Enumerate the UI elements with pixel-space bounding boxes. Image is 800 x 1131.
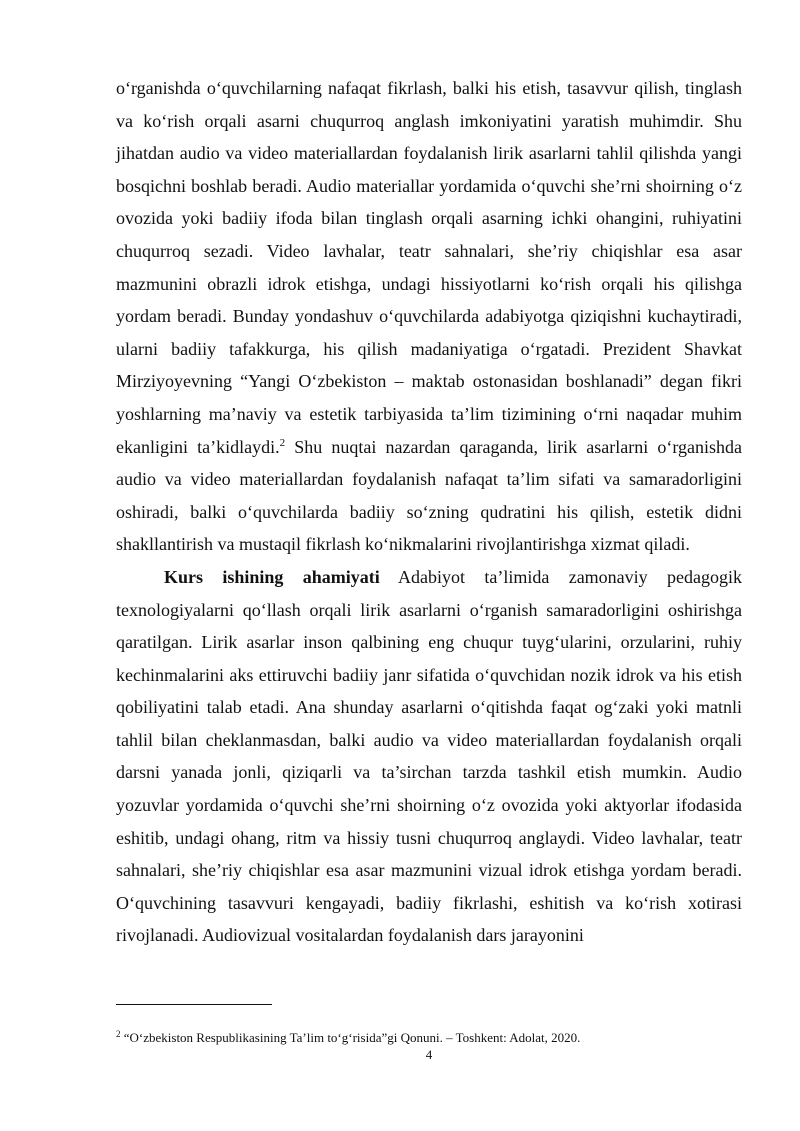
paragraph-2 (116, 561, 742, 952)
footnote-marker: 2 (116, 1029, 121, 1039)
footnote-reference: 2 (279, 436, 286, 449)
footnote (116, 1030, 742, 1046)
footnote-separator (116, 1004, 272, 1005)
paragraph-1-text-after: Shu nuqtai nazardan qaraganda, lirik asarlarni o‘rganishda audio va video materiallardan foydalanish nafaqat ta’lim sifati va samaradorligini oshiradi, balki o‘quvchilarda badiiy so‘zning qudratini his qilish, estetik didni shakllantirish va mustaqil fikrlash ko‘nikmalarini rivojlantirishga xizmat qiladi. (116, 436, 742, 555)
paragraph-1-text-before: o‘rganishda o‘quvchilarning nafaqat fikrlash, balki his etish, tasavvur qilish, tinglash va ko‘rish orqali asarni chuqurroq anglash imkoniyatini yaratish muhimdir. Shu jihatdan audio va video materiallardan foydalanish lirik asarlarni tahlil qilishda yangi bosqichni boshlab beradi. Audio materiallar yordamida o‘quvchi she’rni shoirning o‘z ovozida yoki badiiy ifoda bilan tinglash orqali asarning ichki ohangini, ruhiyatini chuqurroq sezadi. Video lavhalar, teatr sahnalari, she’riy chiqishlar esa asar mazmunini obrazli idrok etishga, undagi hissiyotlarni ko‘rish orqali his qilishga yordam beradi. Bunday yondashuv o‘quvchilarda adabiyotga qiziqishni kuchaytiradi, ularni badiiy tafakkurga, his qilish madaniyatiga o‘rgatadi. Prezident Shavkat Mirziyoyevning “Yangi O‘zbekiston – maktab ostonasidan boshlanadi” degan fikri yoshlarning ma’naviy va estetik tarbiyasida ta’lim tizimining o‘rni naqadar muhim ekanligini ta’kidlaydi. (116, 78, 742, 457)
body-text (116, 72, 742, 952)
paragraph-1 (116, 72, 742, 561)
paragraph-2-text: Adabiyot ta’limida zamonaviy pedagogik texnologiyalarni qo‘llash orqali lirik asarlarni o‘rganish samaradorligini oshirishga qaratilgan. Lirik asarlar inson qalbining eng chuqur tuyg‘ularini, orzularini, ruhiy kechinmalarini aks ettiruvchi badiiy janr sifatida o‘quvchidan nozik idrok va his etish qobiliyatini talab etadi. Ana shunday asarlarni o‘qitishda faqat og‘zaki yoki matnli tahlil bilan cheklanmasdan, balki audio va video materiallardan foydalanish orqali darsni yanada jonli, qiziqarli va ta’sirchan tarzda tashkil etish mumkin. Audio yozuvlar yordamida o‘quvchi she’rni shoirning o‘z ovozida yoki aktyorlar ifodasida eshitib, undagi ohang, ritm va hissiy tusni chuqurroq anglaydi. Video lavhalar, teatr sahnalari, she’riy chiqishlar esa asar mazmunini vizual idrok etishga yordam beradi. O‘quvchining tasavvuri kengayadi, badiiy fikrlashi, eshitish va ko‘rish xotirasi rivojlanadi. Audiovizual vositalardan foydalanish dars jarayonini (116, 566, 742, 946)
section-lead-heading: Kurs ishining ahamiyati (164, 566, 380, 587)
footnote-text: “O‘zbekiston Respublikasining Ta’lim to‘g‘risida”gi Qonuni. – Toshkent: Adolat, 2020. (120, 1030, 581, 1045)
page-number: 4 (425, 1047, 433, 1062)
